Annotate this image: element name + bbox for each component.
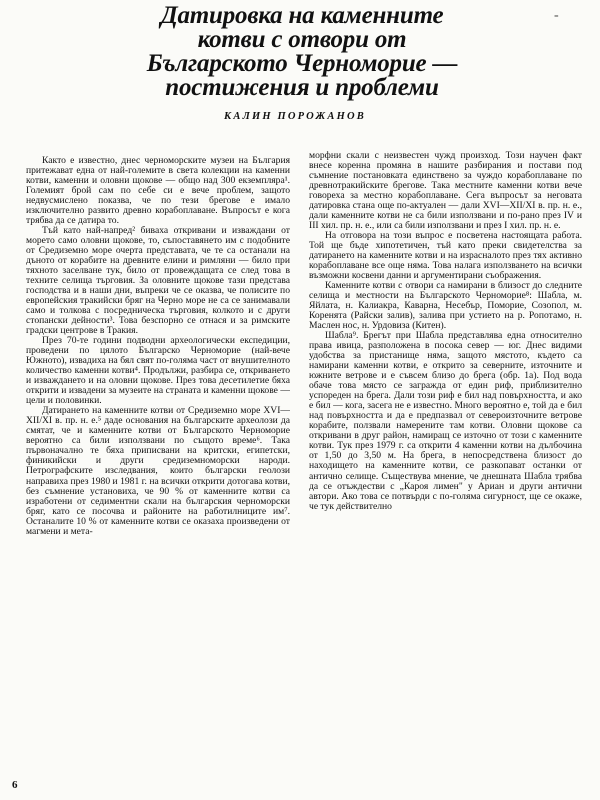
- paragraph: На отговора на този въпрос е посветена настоящата работа. Той ще бъде хипотетичен, тъй като преки свидетелства за датирането на каменните котви и на израсналото през тях активно корабоплаване все още няма. Това налага използването на всички възможни косвени данни и аргументирани съображения.: [309, 230, 582, 282]
- article-title: [92, 4, 512, 100]
- paragraph: морфни скали с неизвестен чужд произход. Този научен факт внесе коренна промяна в нашите разбирания и постави под съмнение постановката единствено за чуждо корабоплаване по древнотракийските брегове. Така местните каменни котви вече говореха за местно корабоплаване. Сега въпросът за неговата датировка стана още по-актуален — дали XVI—XII/XI в. пр. н. е., дали каменните котви не са били използвани и по-рано през IV и III хил. пр. н. е., или са били използвани и през I хил. пр. н. е.: [309, 151, 582, 232]
- title-line: котви с отвори от: [197, 26, 407, 53]
- corner-mark: -: [554, 8, 559, 23]
- paragraph: Шабла⁹. Брегът при Шабла представлява една относително права ивица, разположена в посока север — юг. Днес видими удобства за пристанище няма, защото мястото, където са намирани каменни котви, е открито за северните, източните и южните ветрове и е съвсем близо до брега (обр. 1а). Под вода обаче това място се загражда от един риф, приблизително успореден на брега. Дали този риф е бил над повърхността, и ако е бил — кога, засега не е известно. Много вероятно е, той да е бил над повърхността и да е предпазвал от североизточните ветрове корабите, ползвали намерените там котви. Оловни щокове са откривани в друг район, намиращ се източно от този с каменните котви. Тук през 1979 г. са открити 4 каменни котви на дълбочина от 1,50 до 3,50 м. На брега, в непосредствена близост до находището на каменните котви, се разкопават останки от антично селище. Съществува мнение, че днешната Шабла трябва да се отъждестви с „Кароя лимен" у Ариан и други антични автори. Ако това се потвърди с по-голяма сигурност, ще се окаже, че тук действително: [309, 330, 582, 512]
- article-author: КАЛИН ПОРОЖАНОВ: [224, 111, 366, 122]
- text-column-right: [309, 151, 582, 791]
- title-line: Датировка на каменните: [160, 2, 444, 29]
- paragraph: Каменните котви с отвори са намирани в близост до следните селища и местности на Българското Черноморие⁸: Шабла, м. Яйлата, н. Калиакра, Каварна, Несебър, Поморие, Созопол, м. Коренята (Райски залив), залива при устието на р. Ропотамо, н. Маслен нос, н. Урдовиза (Китен).: [309, 280, 582, 332]
- paragraph: Датирането на каменните котви от Средиземно море XVI—XII/XI в. пр. н. е.⁵ даде основания на българските археолози да смятат, че и каменните котви от Българското Черноморие вероятно са били използвани по същото време⁶. Така първоначално те бяха приписвани на критски, египетски, финикийски и други средиземноморски народи. Петрографските изследвания, които български геолози направиха през 1980 и 1981 г. на всички открити дотогава котви, без съмнение установиха, че 90 % от каменните котви са изработени от седиментни скали на българския черноморски бряг, като се посочва и районите на работилниците им⁷. Останалите 10 % от каменните котви се оказаха произведени от магмени и мета-: [26, 405, 290, 537]
- paragraph: Както е известно, днес черноморските музеи на България притежават една от най-големите в света колекции на каменни котви, каменни и оловни щокове — общо над 300 екземпляра¹. Големият брой сам по себе си е вече проблем, защото недвусмислено показва, че по тези брегове е имало изключително развито древно корабоплаване. Въпросът е кога трябва да се датира то.: [26, 156, 290, 227]
- page-number: 6: [12, 779, 18, 791]
- title-line: Българското Черноморие —: [146, 50, 458, 77]
- paragraph: През 70-те години подводни археологически експедиции, проведени по цялото Българско Черноморие (най-вече Южното), извадиха на бял свят по-голяма част от внушителното количество каменни котви⁴. Продължи, разбира се, откриването и изваждането и на оловни щокове. През това десетилетие бяха открити и извадени за музеите на страната и каменни щокове — цели и половинки.: [26, 335, 290, 407]
- paragraph: Тъй като най-напред² биваха откривани и изваждани от морето само оловни щокове, то, съпоставянето им с подобните от Средиземно море очерта представата, че те са останали на дъното от корабите на древните елини и римляни — било при тяхното заселване тук, било от провеждащата се след това в техните селища търговия. За оловните щокове тази представа господства и в наши дни, въпреки че се оказва, че полисите по европейския тракийски бряг на Черно море не са се занимавали само и толкова с посредническа търговия, колкото и с други стопански дейности³. Това безспорно се отнася и за римските градски центрове в Тракия.: [26, 225, 290, 337]
- title-line: постижения и проблеми: [165, 74, 439, 101]
- text-column-left: [26, 156, 290, 786]
